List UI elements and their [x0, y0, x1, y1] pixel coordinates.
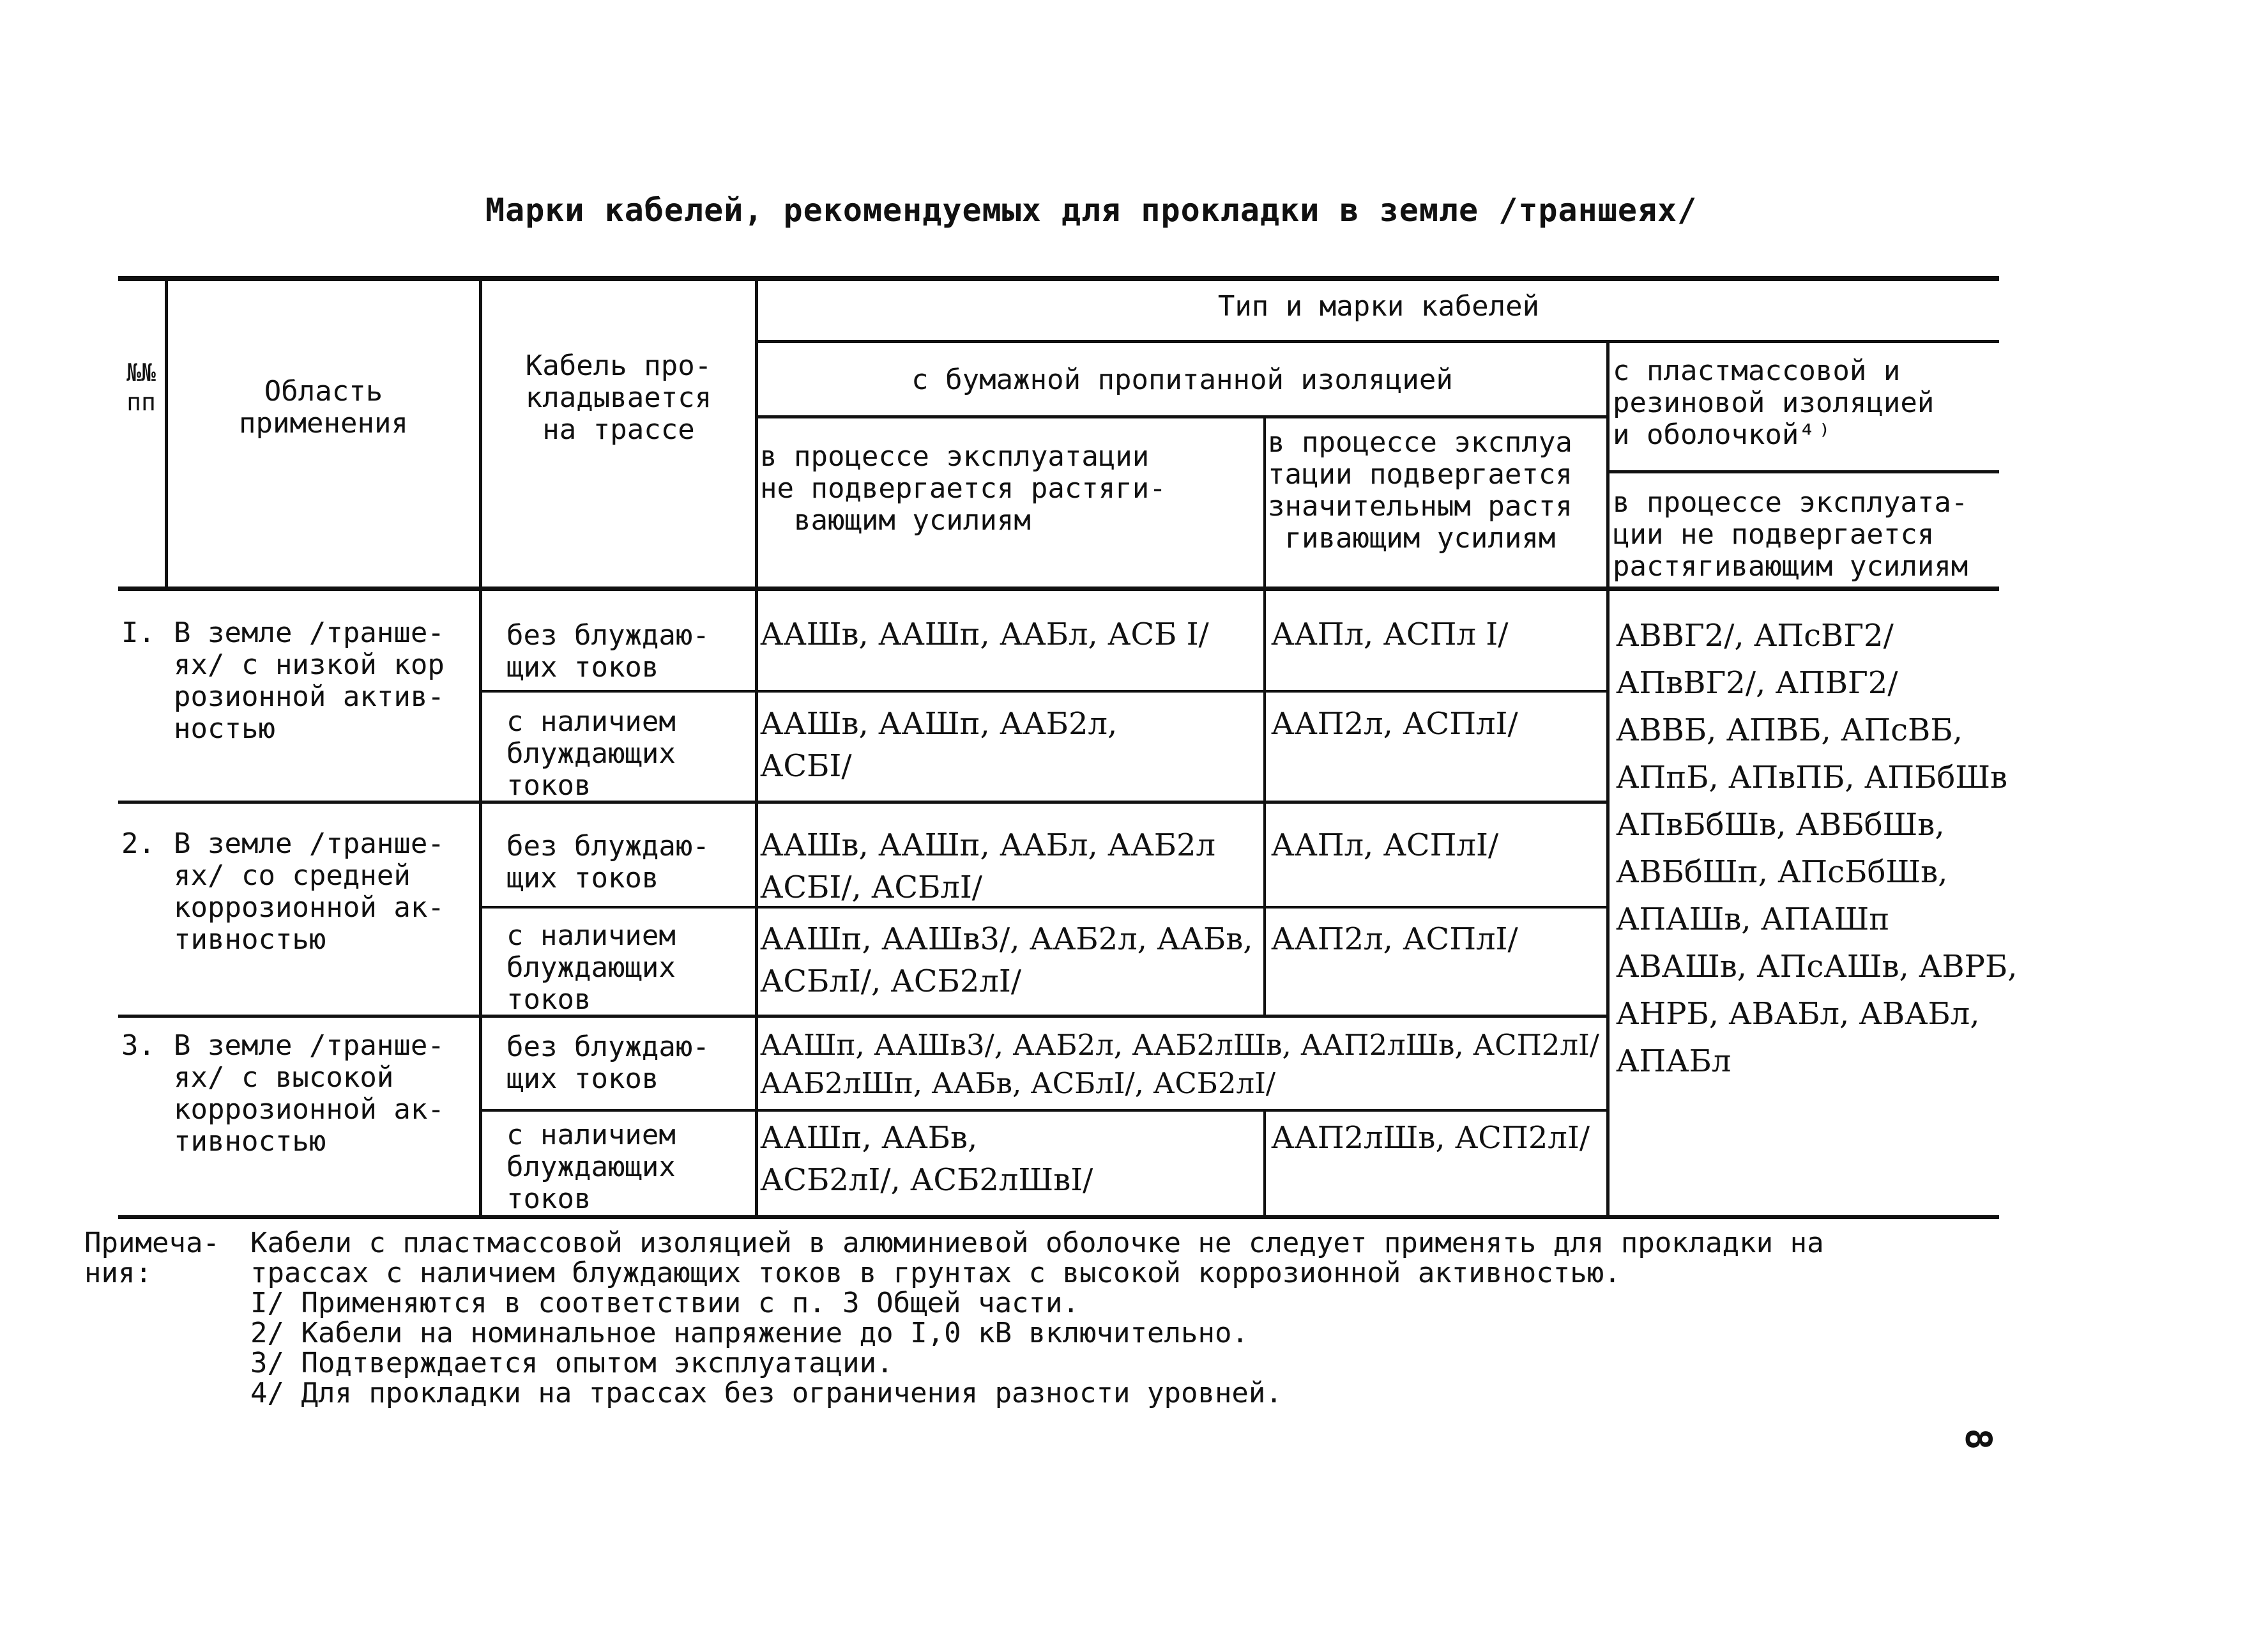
- header-route: Кабель про- кладывается на трассе: [525, 349, 712, 446]
- row-divider: [118, 801, 1606, 804]
- document-title: Марки кабелей, рекомендуемых для прокладки в земле /траншеях/: [485, 192, 1698, 229]
- table-top-rule: [118, 276, 1999, 281]
- route-condition: с наличием блуждающих токов: [506, 705, 676, 802]
- paper-stretch-marks: ААП2лШв, АСП2лI/: [1271, 1120, 1590, 1156]
- header-paper-stretch: в процессе эксплуа тации подвергается значительным растя гивающим усилиям: [1268, 426, 1572, 555]
- column-divider: [1263, 417, 1266, 1015]
- row-number: 3.: [121, 1029, 155, 1062]
- paper-stretch-marks: ААПл, АСПл I/: [1271, 617, 1509, 652]
- paper-merged-marks: ААШп, ААШв3/, ААБ2л, ААБ2лШв, ААП2лШв, АСП2лI/ ААБ2лШп, ААБв, АСБлI/, АСБ2лI/: [760, 1028, 1599, 1100]
- row-area: В земле /транше- ях/ с низкой кор розионной актив- ностью: [174, 617, 445, 745]
- table-bottom-rule: [118, 1215, 1999, 1219]
- route-condition: с наличием блуждающих токов: [506, 919, 676, 1016]
- route-condition: без блуждаю- щих токов: [506, 830, 710, 894]
- header-paper-insulation: с бумажной пропитанной изоляцией: [911, 364, 1453, 396]
- column-divider: [1606, 340, 1610, 1215]
- paper-stretch-marks: ААПл, АСПлI/: [1271, 827, 1499, 863]
- header-plastic-insulation: с пластмассовой и резиновой изоляцией и оболочкой⁴⁾: [1613, 355, 1935, 451]
- header-number: №№ пп: [126, 358, 156, 416]
- table-header-bottom-rule: [118, 586, 1999, 591]
- column-divider: [755, 281, 758, 1215]
- header-cable-types: Тип и марки кабелей: [1217, 290, 1540, 323]
- table-header-rule: [757, 340, 1999, 343]
- header-plastic-no-stretch: в процессе эксплуата- ции не подвергается растягивающим усилиям: [1613, 486, 1968, 583]
- route-condition: без блуждаю- щих токов: [506, 619, 710, 684]
- column-divider: [1263, 1109, 1266, 1215]
- paper-no-stretch-marks: ААШп, ААШв3/, ААБ2л, ААБв, АСБлI/, АСБ2лI/: [760, 921, 1253, 999]
- plastic-insulation-marks: АВВГ2/, АПсВГ2/ АПвВГ2/, АПВГ2/ АВВБ, АПВБ, АПсВБ, АПпБ, АПвПБ, АПБбШв АПвБбШв, АВБбШв, АВБбШп, АПсБбШв, АПАШв, АПАШп АВАШв, АПсАШв, АВРБ, АНРБ, АВАБл, АВАБл, АПАБл: [1616, 618, 2018, 1079]
- row-area: В земле /транше- ях/ с высокой коррозионной ак- тивностью: [174, 1029, 445, 1158]
- paper-no-stretch-marks: ААШв, ААШп, ААБл, АСБ I/: [760, 617, 1209, 652]
- page-number: 8: [1957, 1428, 1999, 1450]
- header-paper-no-stretch: в процессе эксплуатации не подвергается растяги- вающим усилиям: [760, 440, 1166, 537]
- row-divider: [482, 1109, 1606, 1112]
- row-divider: [482, 690, 1606, 693]
- paper-no-stretch-marks: ААШв, ААШп, ААБл, ААБ2л АСБI/, АСБлI/: [760, 827, 1215, 905]
- row-number: 2.: [121, 827, 155, 860]
- row-divider: [118, 1015, 1606, 1018]
- route-condition: с наличием блуждающих токов: [506, 1119, 676, 1215]
- paper-no-stretch-marks: ААШв, ААШп, ААБ2л, АСБI/: [760, 706, 1118, 784]
- route-condition: без блуждаю- щих токов: [506, 1031, 710, 1095]
- paper-stretch-marks: ААП2л, АСПлI/: [1271, 706, 1518, 742]
- paper-stretch-marks: ААП2л, АСПлI/: [1271, 921, 1518, 957]
- paper-no-stretch-marks: ААШп, ААБв, АСБ2лI/, АСБ2лШвI/: [760, 1120, 1093, 1198]
- row-number: I.: [121, 617, 155, 649]
- notes-text: Кабели с пластмассовой изоляцией в алюминиевой оболочке не следует применять для прокладки на трассах с наличием блуждающих токов в грунтах с высокой коррозионной активностью. I/ Применяются в соответствии с п. 3 Общей части. 2/ Кабели на номинальное напряжение до I,0 кВ включительно. 3/ Подтверждается опытом эксплуатации. 4/ Для прокладки на трассах без ограничения разности уровней.: [250, 1227, 1824, 1409]
- notes-label: Примеча- ния:: [84, 1227, 220, 1289]
- table-header-rule: [757, 415, 1606, 418]
- table-header-rule: [1610, 470, 1999, 473]
- header-area: Область применения: [239, 375, 408, 440]
- row-area: В земле /транше- ях/ со средней коррозионной ак- тивностью: [174, 827, 445, 956]
